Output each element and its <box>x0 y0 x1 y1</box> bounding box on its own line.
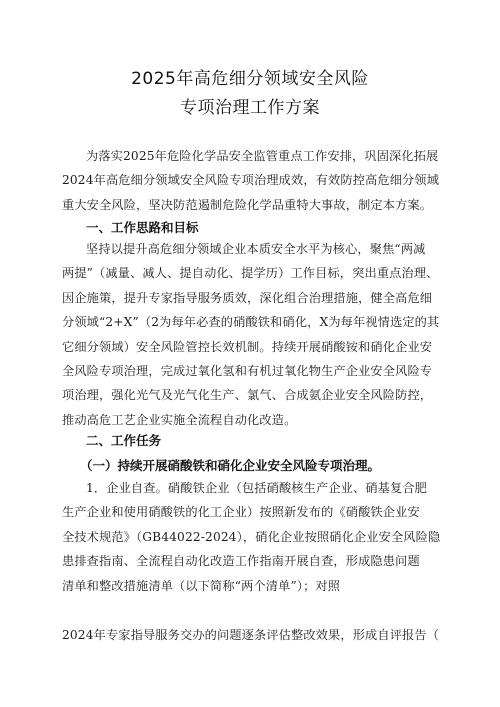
intro-paragraph <box>62 144 444 217</box>
section-1-heading: 一、工作思路和目标 <box>86 220 199 235</box>
subsection-1-paragraph <box>62 476 444 598</box>
continuation-paragraph <box>62 623 444 647</box>
text-line: 生产企业和使用硝酸铁的化工企业）按照新发布的《硝酸铁企业安 <box>62 505 420 520</box>
text-line: 两提”（减量、减人、提自动化、提学历）工作目标，突出重点治理、 <box>62 266 439 281</box>
text-line: 推动高危工艺企业实施全流程自动化改造。 <box>62 412 297 427</box>
text-line: 2024年专家指导服务交办的问题逐条评估整改效果，形成自评报告（ <box>62 628 440 642</box>
text-line: 1．企业自查。硝酸铁企业（包括硝酸核生产企业、硝基复合肥 <box>86 481 428 495</box>
text-line: 分领域“2+X”（2为每年必查的硝酸铁和硝化，X为每年视情选定的其 <box>62 315 440 330</box>
text-line: 为落实2025年危险化学品安全监管重点工作安排，巩固深化拓展 <box>86 149 439 163</box>
text-line: 2024年高危细分领域安全风险专项治理成效，有效防控高危细分领域 <box>62 173 440 188</box>
document-title-line-1: 2025年高危细分领域安全风险 <box>131 69 369 89</box>
section-2-heading: 二、工作任务 <box>86 433 162 448</box>
text-line: 因企施策，提升专家指导服务质效，深化组合治理措施，健全高危细 <box>62 290 433 305</box>
section-1-paragraph <box>62 237 444 432</box>
text-line: 清单和整改措施清单（以下简称“两个清单”）；对照 <box>62 578 341 593</box>
document-title-line-2: 专项治理工作方案 <box>180 98 320 118</box>
text-line: 全风险专项治理，完成过氧化氢和有机过氧化物生产企业安全风险专 <box>62 363 433 378</box>
subsection-1-heading: （一）持续开展硝酸铁和硝化企业安全风险专项治理。 <box>80 458 381 473</box>
text-line: 它细分领域）安全风险管控长效机制。持续开展硝酸铵和硝化企业安 <box>62 339 433 354</box>
text-line: 患排查指南、全流程自动化改造工作指南开展自查，形成隐患问题 <box>62 554 420 569</box>
text-line: 重大安全风险，坚决防范遏制危险化学品重特大事故，制定本方案。 <box>62 197 433 212</box>
text-line: 全技术规范》（GB44022-2024），硝化企业按照硝化企业安全风险隐 <box>62 529 441 544</box>
text-line: 坚持以提升高危细分领域企业本质安全水平为核心，聚焦“两减 <box>86 242 426 256</box>
text-line: 项治理，强化光气及光气化生产、氯气、合成氨企业安全风险防控， <box>62 388 433 403</box>
